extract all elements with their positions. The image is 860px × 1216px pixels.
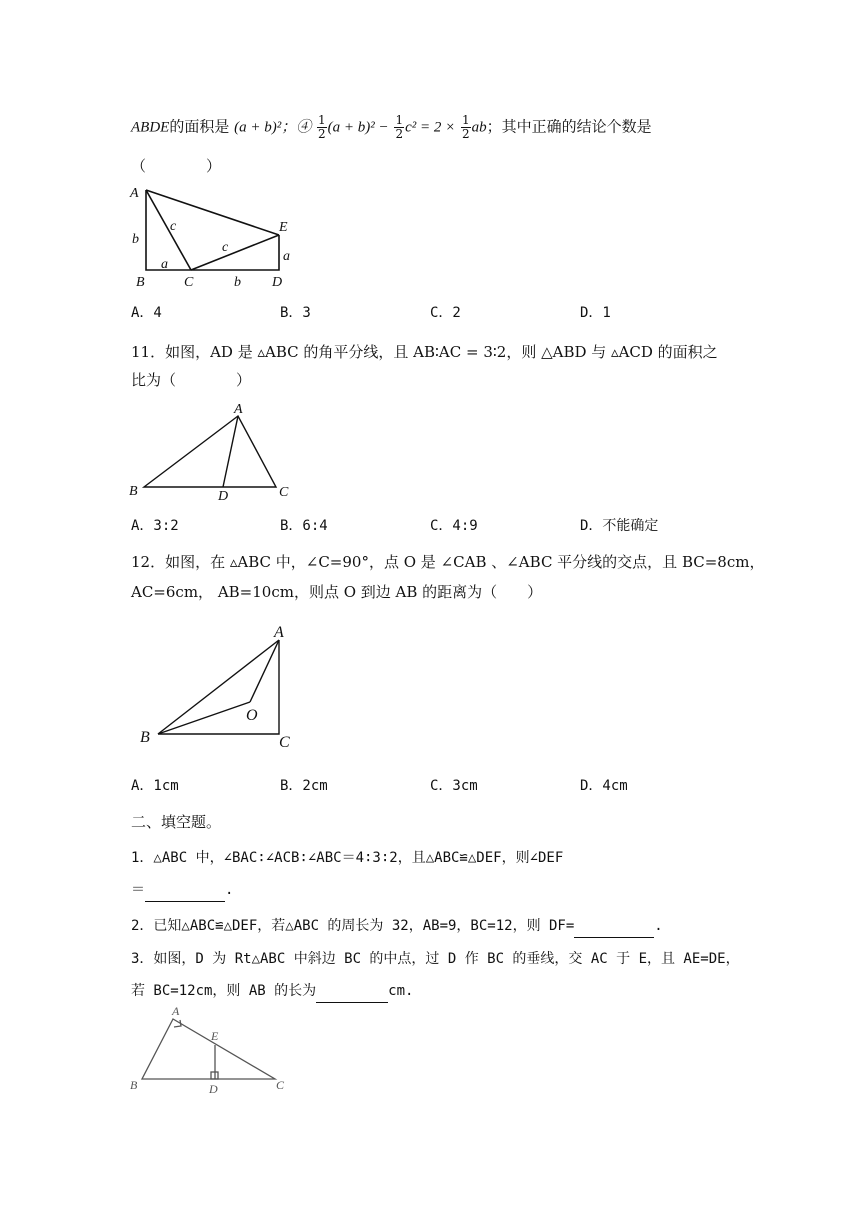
q12-figure	[126, 620, 306, 750]
frac-num: 1	[395, 113, 404, 127]
q11-label-B: B	[129, 484, 138, 499]
q11-option-a[interactable]: A．3:2	[131, 518, 179, 534]
fill-3-line1: 3．如图，D 为 Rt△ABC 中斜边 BC 的中点，过 D 作 BC 的垂线，交 AC 于 E，且 AE=DE，	[131, 951, 740, 967]
q10-label-B: B	[136, 275, 145, 290]
q11-label-A: A	[234, 402, 243, 417]
fill-2-dot: .	[654, 918, 663, 934]
q10-frac-1	[317, 114, 327, 141]
q10-frac-3	[461, 114, 471, 141]
q12-option-c[interactable]: C．3cm	[430, 778, 478, 794]
frac-den: 2	[462, 127, 470, 141]
q10-figure	[126, 180, 301, 292]
fill-1-eq: ＝	[131, 882, 145, 898]
q10-label-C: C	[184, 275, 194, 290]
q10-stem	[131, 114, 652, 141]
fill-3-figure	[126, 1004, 296, 1096]
q12-option-b[interactable]: B．2cm	[280, 778, 328, 794]
q11-option-c[interactable]: C．4:9	[430, 518, 478, 534]
q12-label-O: O	[246, 707, 258, 724]
q10-stem-tail: ；其中正确的结论个数是	[486, 117, 652, 136]
fill-3-text: 若 BC=12cm，则 AB 的长为	[131, 983, 317, 999]
q10-label-b2: b	[234, 275, 241, 290]
q10-label-E: E	[279, 220, 288, 235]
frac-num: 1	[318, 113, 326, 127]
q10-option-d[interactable]: D．1	[580, 305, 611, 321]
frac-den: 2	[395, 127, 404, 141]
fill-2-line	[131, 914, 663, 938]
fill-1-blank[interactable]	[145, 883, 225, 902]
q12-stem-line1: 12．如图，在 ▵ABC 中，∠C=90°，点 O 是 ∠CAB 、∠ABC 平分线的交点，且 BC=8cm，	[131, 553, 765, 571]
q10-expr3: c² = 2 ×	[405, 119, 456, 136]
q10-stem-area: 的面积是	[169, 117, 230, 136]
fill-3-line2	[131, 979, 413, 1003]
q12-label-A: A	[274, 624, 284, 641]
q11-label-C: C	[279, 485, 289, 500]
q10-label-D: D	[272, 275, 283, 290]
fill-1-line1: 1．△ABC 中，∠BAC∶∠ACB∶∠ABC＝4∶3∶2，且△ABC≌△DEF，则∠DEF	[131, 850, 564, 866]
fill-2-text: 2．已知△ABC≌△DEF，若△ABC 的周长为 32，AB=9，BC=12，则 DF=	[131, 918, 575, 934]
q11-stem-line1: 11．如图，AD 是 ▵ABC 的角平分线，且 AB∶AC = 3∶2，则 △ABD 与 ▵ACD 的面积之	[131, 343, 718, 361]
fill-3-unit: cm.	[388, 983, 414, 999]
q10-expr4: ab	[471, 119, 487, 136]
q10-paren: （ ）	[131, 157, 222, 175]
fill-1-line2	[131, 878, 233, 902]
q12-label-B: B	[140, 729, 150, 746]
q11-figure	[126, 398, 301, 502]
q10-frac-2	[394, 114, 404, 141]
q10-expr2: (a + b)² −	[327, 119, 389, 136]
q10-option-c[interactable]: C．2	[430, 305, 461, 321]
q10-label-c1: c	[170, 219, 177, 234]
q11-label-D: D	[218, 489, 229, 502]
fill-3-blank[interactable]	[316, 984, 388, 1003]
fill-3-label-B: B	[130, 1078, 138, 1092]
q10-label-b1: b	[132, 232, 139, 247]
q11-option-d[interactable]: D．不能确定	[580, 518, 659, 534]
q10-label-a2: a	[283, 249, 290, 264]
fill-3-label-C: C	[276, 1078, 285, 1092]
fill-2-blank[interactable]	[574, 919, 654, 938]
frac-num: 1	[462, 113, 470, 127]
q10-option-b[interactable]: B．3	[280, 305, 311, 321]
q10-stem-pre: ABDE	[131, 119, 170, 136]
q12-label-C: C	[279, 734, 290, 750]
q10-label-a1: a	[161, 257, 168, 272]
q10-label-c2: c	[222, 240, 229, 255]
q10-expr1: (a + b)²；④	[234, 119, 312, 136]
q11-option-b[interactable]: B．6:4	[280, 518, 328, 534]
q12-stem-line2: AC=6cm， AB=10cm，则点 O 到边 AB 的距离为（ ）	[131, 583, 543, 601]
q10-option-a[interactable]: A．4	[131, 305, 162, 321]
frac-den: 2	[318, 127, 326, 141]
fill-3-label-E: E	[211, 1029, 219, 1043]
fill-3-label-A: A	[172, 1004, 180, 1018]
fill-3-label-D: D	[209, 1082, 218, 1096]
q12-option-d[interactable]: D．4cm	[580, 778, 628, 794]
section-title: 二、填空题。	[131, 813, 222, 831]
q12-option-a[interactable]: A．1cm	[131, 778, 179, 794]
q10-label-A: A	[130, 186, 139, 201]
fill-1-dot: .	[225, 882, 234, 898]
q11-stem-line2: 比为（ ）	[131, 371, 252, 389]
